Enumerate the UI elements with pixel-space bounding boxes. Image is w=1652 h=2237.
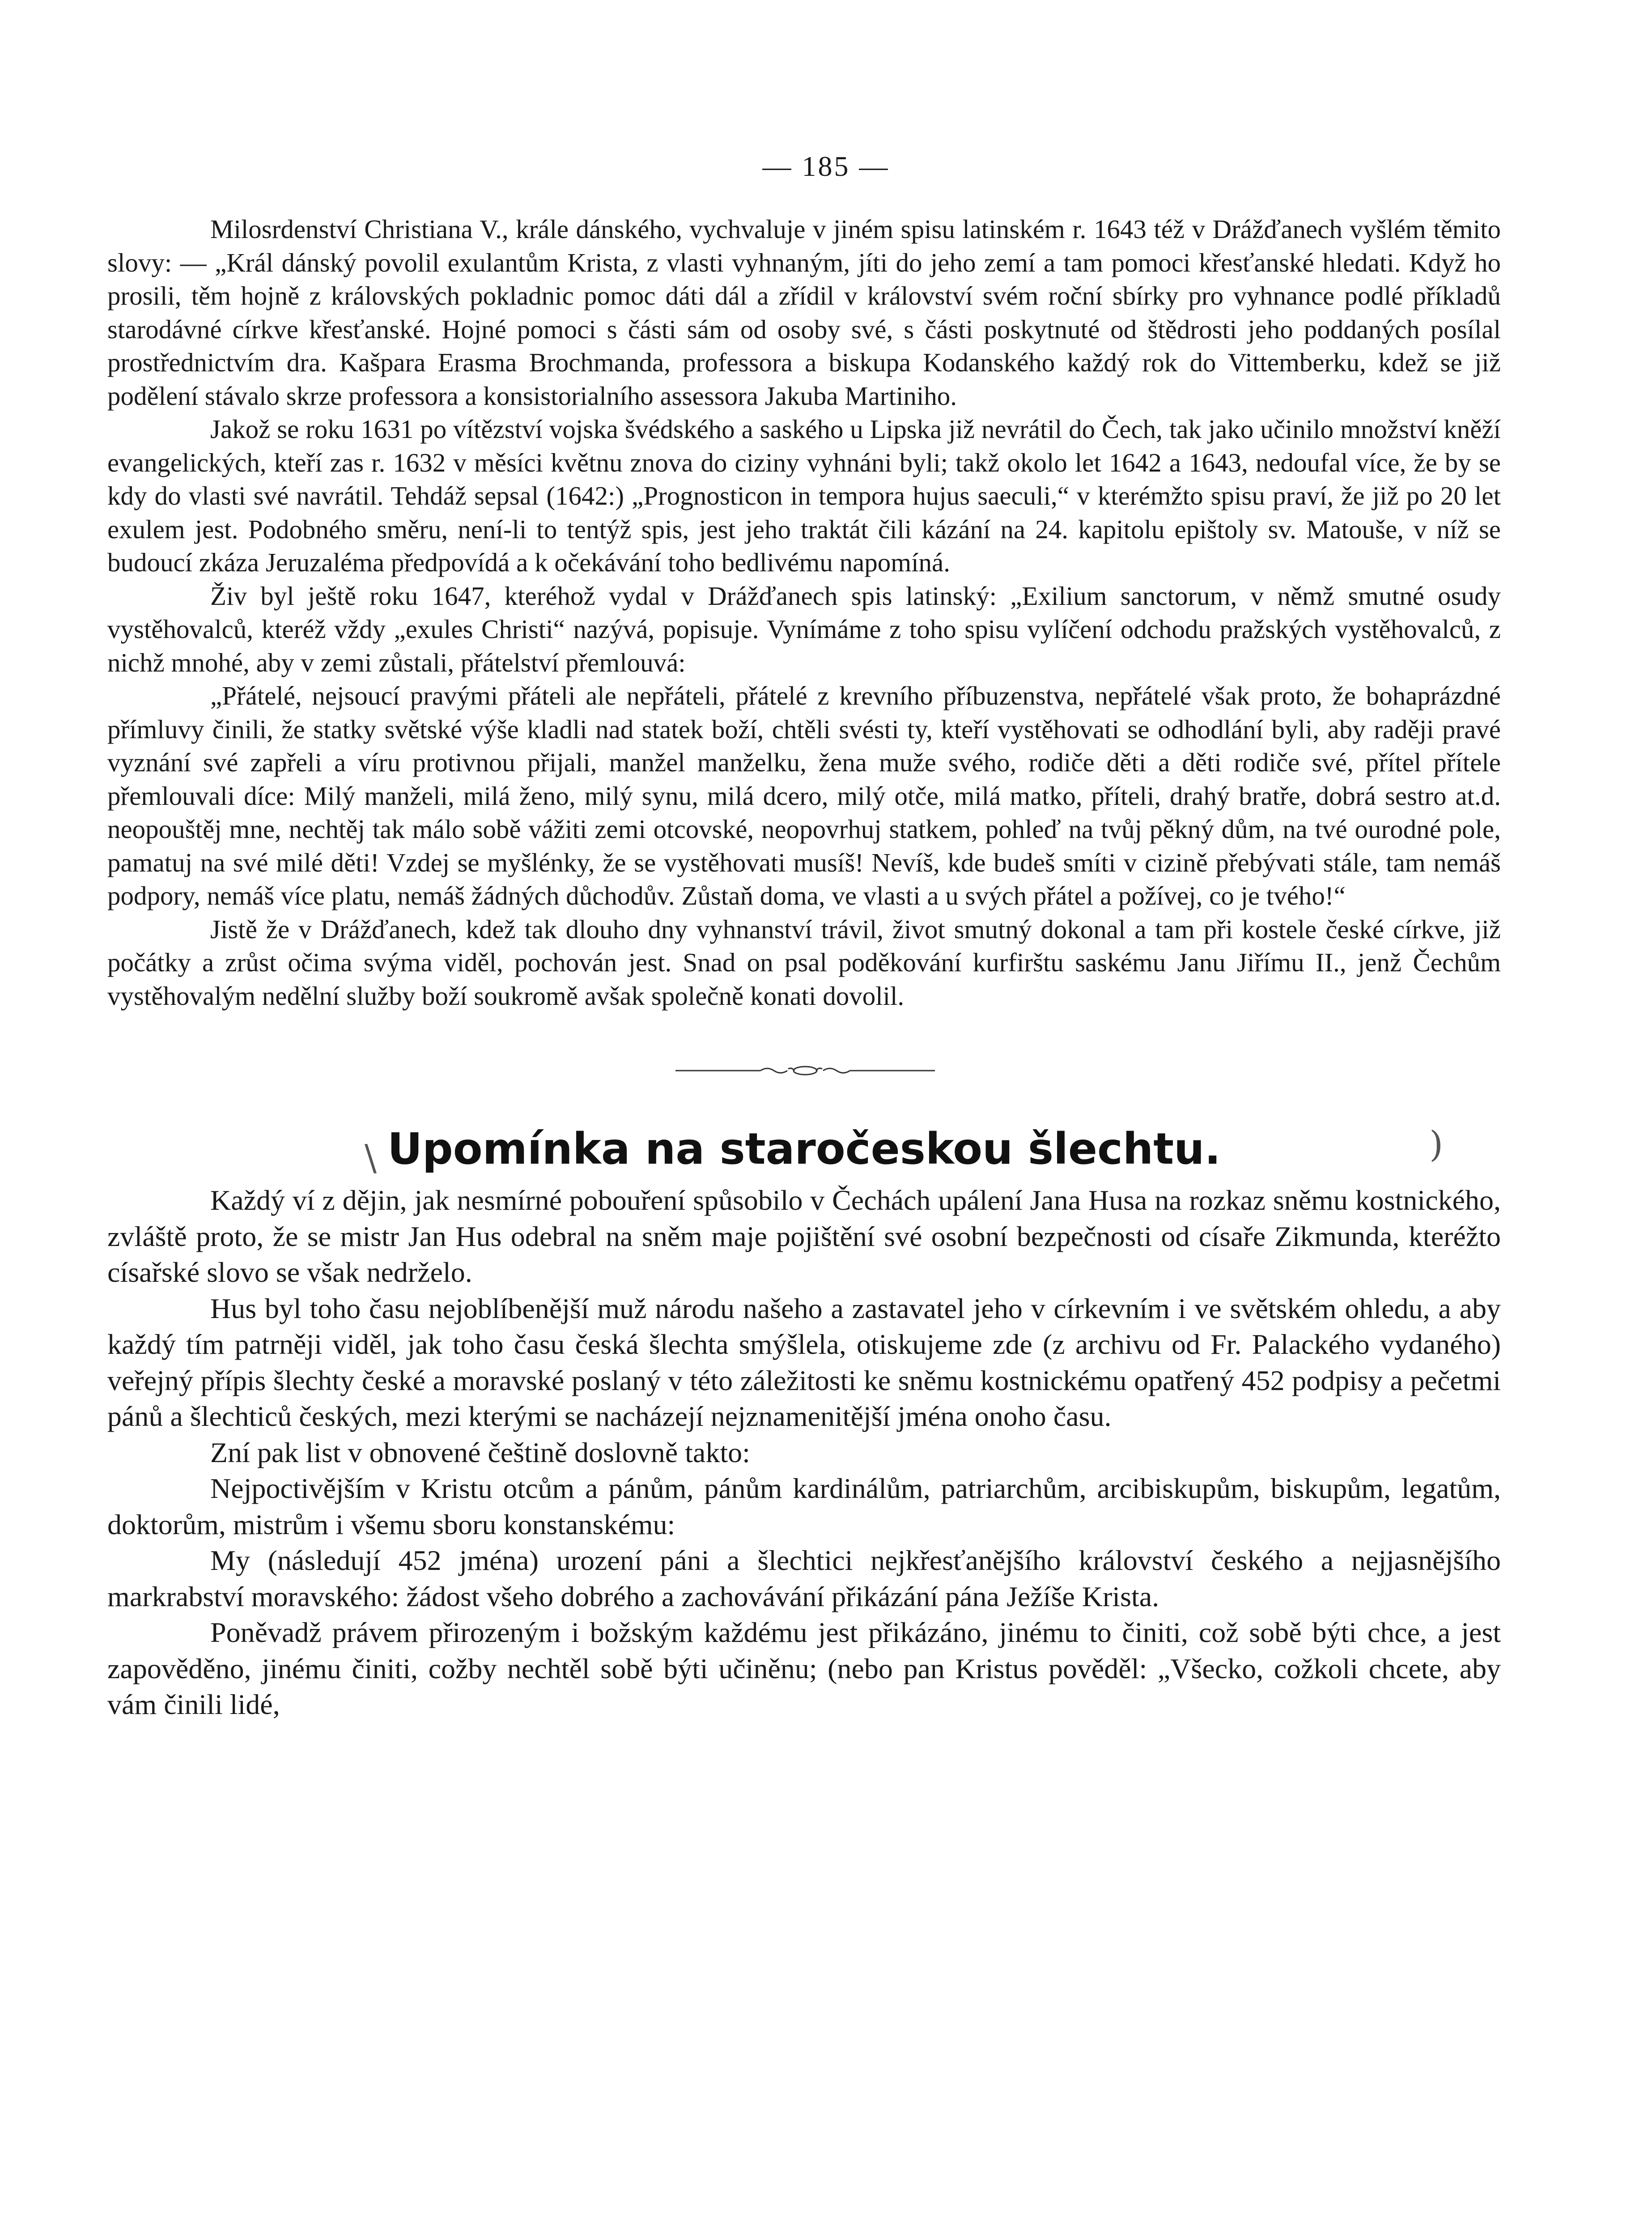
paragraph: Milosrdenství Christiana V., krále dánského, vychvaluje v jiném spisu latinském r. 1643 též v Drážďanech vyšlém těmito slovy: — „Král dánský povolil exulantům Krista, z vlasti vyhnaným, jíti do jeho zemí a tam pomoci křesťanské hledati. Když ho prosili, těm hojně z královských pokladnic pomoc dáti dál a zřídil v království svém roční sbírky pro vyhnance podlé příkladů starodávné církve křesťanské. Hojné pomoci s části sám od osoby své, s části poskytnuté od štědrosti jeho poddaných posílal prostřednictvím dra. Kašpara Erasma Brochmanda, professora a biskupa Kodanského každý rok do Vittemberku, kdež se již podělení stávalo skrze professora a konsistorialního assessora Jakuba Martiniho. bbox=[107, 214, 1501, 411]
section-heading-text: Upomínka na staročeskou šlechtu. bbox=[387, 1124, 1221, 1174]
bracket-mark: ) bbox=[1429, 1123, 1444, 1165]
section-staroceska-slechta bbox=[107, 1120, 1501, 1723]
paragraph: Hus byl toho času nejoblíbenější muž národu našeho a zastavatel jeho v církevním i ve světském ohledu, a aby každý tím patrněji viděl, jak toho času česká šlechta smýšlela, otiskujeme zde (z archivu od Fr. Palackého vydaného) veřejný přípis šlechty české a moravské poslaný v této záležitosti ke sněmu kostnickému opatřený 452 podpisy a pečetmi pánů a šlechticů českých, mezi kterými se nacházejí nejznamenitější jména onoho času. bbox=[107, 1292, 1501, 1432]
paragraph: Poněvadž právem přirozeným i božským každému jest přikázáno, jinému to činiti, což sobě býti chce, a jest zapověděno, jinému činiti, cožby nechtěl sobě býti učiněnu; (nebo pan Kristus pověděl: „Všecko, cožkoli chcete, aby vám činili lidé, bbox=[107, 1616, 1501, 1720]
paragraph: Živ byl ještě roku 1647, kteréhož vydal v Drážďanech spis latinský: „Exilium sanctorum, v němž smutné osudy vystěhovalců, kteréž vždy „exules Christi“ nazývá, popisuje. Vynímáme z toho spisu vylíčení odchodu pražských vystěhovalců, z nichž mnohé, aby v zemi zůstali, přátelství přemlouvá: bbox=[107, 581, 1501, 677]
ornamental-divider-icon bbox=[675, 1065, 935, 1076]
page-number: — 185 — bbox=[762, 150, 890, 182]
paragraph: Zní pak list v obnovené češtině doslovně takto: bbox=[210, 1436, 750, 1468]
text-column bbox=[107, 213, 1501, 1723]
bracket-mark: \ bbox=[365, 1137, 377, 1178]
section-christian-v bbox=[107, 213, 1501, 1012]
paragraph: Nejpoctivějším v Kristu otcům a pánům, pánům kardinálům, patriarchům, arcibiskupům, biskupům, legatům, doktorům, mistrům i všemu sboru konstanskému: bbox=[107, 1472, 1501, 1540]
ornamental-divider bbox=[107, 1012, 1501, 1120]
paragraph: My (následují 452 jména) urození páni a šlechtici nejkřesťanějšího království českého a nejjasnějšího markrabství moravského: žádost všeho dobrého a zachovávání přikázání pána Ježíše Krista. bbox=[107, 1544, 1501, 1612]
paragraph: Jakož se roku 1631 po vítězství vojska švédského a saského u Lipska již nevrátil do Čech, tak jako učinilo množství kněží evangelických, kteří zas r. 1632 v měsíci květnu znova do ciziny vyhnáni byli; takž okolo let 1642 a 1643, nedoufal více, že by se kdy do vlasti své navrátil. Tehdáž sepsal (1642:) „Prognosticon in tempora hujus saeculi,“ v kterémžto spisu praví, že již po 20 let exulem jest. Podobného směru, není-li to tentýž spis, jest jeho traktát čili kázání na 24. kapitolu epištoly sv. Matouše, v níž se budoucí zkáza Jeruzaléma předpovídá a k očekávání toho bedlivému napomíná. bbox=[107, 414, 1501, 577]
paragraph: Jistě že v Drážďanech, kdež tak dlouho dny vyhnanství trávil, život smutný dokonal a tam při kostele české církve, již počátky a zrůst očima svýma viděl, pochován jest. Snad on psal poděkování kurfirštu saskému Janu Jiřímu II., jenž Čechům vystěhovalým nedělní služby boží soukromě avšak společně konati dovolil. bbox=[107, 914, 1501, 1011]
paragraph: Každý ví z dějin, jak nesmírné pobouření spůsobilo v Čechách upálení Jana Husa na rozkaz sněmu kostnického, zvláště proto, že se mistr Jan Hus odebral na sněm maje pojištění své osobní bezpečnosti od císaře Zikmunda, kteréžto císařské slovo se však nedrželo. bbox=[107, 1184, 1501, 1288]
section-heading bbox=[107, 1120, 1501, 1178]
quoted-paragraph: „Přátelé, nejsoucí pravými přáteli ale nepřáteli, přátelé z krevního příbuzenstva, nepřátelé však proto, že bohaprázdné přímluvy činili, že statky světské výše kladli nad statek boží, chtěli svésti ty, kteří vystěhovati se odhodlání byli, aby raději pravé vyznání své zapřeli a víru protivnou přijali, manžel manželku, žena muže svého, rodiče děti a děti rodiče své, přítel přítele přemlouvali díce: Milý manželi, milá ženo, milý synu, milá dcero, milý otče, milá matko, příteli, drahý bratře, dobrá sestro at.d. neopouštěj mne, nechtěj tak málo sobě vážiti zemi otcovské, neopovrhuj statkem, pohleď na tvůj pěkný dům, na tvé ourodné pole, pamatuj na své milé děti! Vzdej se myšlénky, že se vystěhovati musíš! Nevíš, kde budeš smíti v cizině přebývati stále, tam nemáš podpory, nemáš více platu, nemáš žádných důchodův. Zůstaň doma, ve vlasti a u svých přátel a požívej, co je tvého!“ bbox=[107, 681, 1501, 910]
